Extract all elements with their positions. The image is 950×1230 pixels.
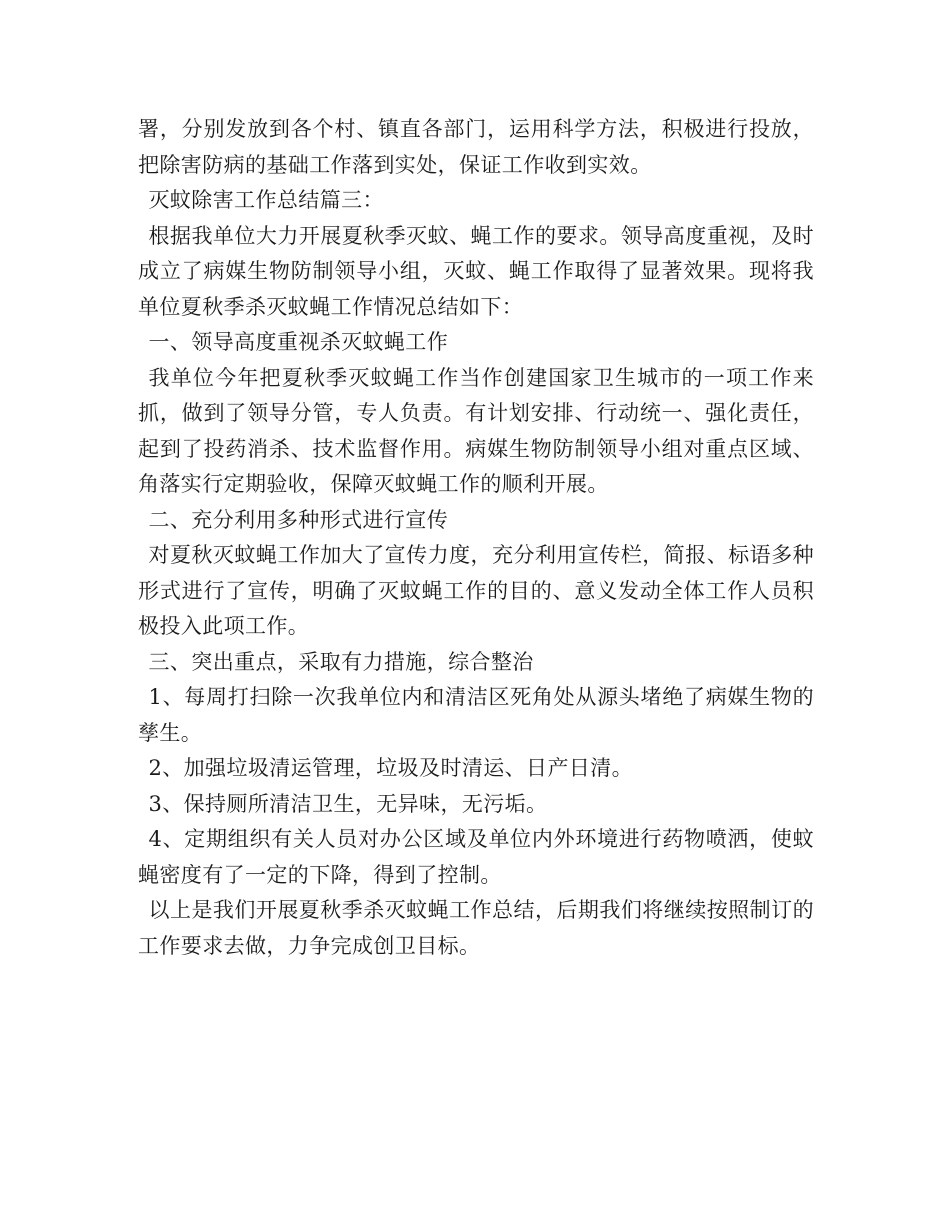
list-item-3: 3、保持厕所清洁卫生，无异味，无污垢。 (148, 791, 548, 816)
heading-two: 二、充分利用多种形式进行宣传 (148, 507, 449, 532)
list-item-2: 2、加强垃圾清运管理，垃圾及时清运、日产日清。 (148, 756, 634, 780)
document-body (138, 112, 814, 964)
paragraph-conclusion: 以上是我们开展夏秋季杀灭蚊蝇工作总结，后期我们将继续按照制订的工作要求去做，力争完成创卫目标。 (138, 898, 814, 958)
section-title-part-three: 灭蚊除害工作总结篇三： (148, 188, 384, 212)
paragraph-continuation: 署，分别发放到各个村、镇直各部门，运用科学方法，积极进行投放，把除害防病的基础工作落到实处，保证工作收到实效。 (138, 117, 814, 177)
paragraph-two: 对夏秋灭蚊蝇工作加大了宣传力度，充分利用宣传栏，简报、标语多种形式进行了宣传，明确了灭蚊蝇工作的目的、意义发动全体工作人员积极投入此项工作。 (138, 543, 814, 638)
list-item-4: 4、定期组织有关人员对办公区域及单位内外环境进行药物喷洒，使蚊蝇密度有了一定的下降，得到了控制。 (138, 827, 814, 887)
heading-three: 三、突出重点，采取有力措施，综合整治 (148, 649, 534, 674)
paragraph-intro: 根据我单位大力开展夏秋季灭蚊、蝇工作的要求。领导高度重视，及时成立了病媒生物防制领导小组，灭蚊、蝇工作取得了显著效果。现将我单位夏秋季杀灭蚊蝇工作情况总结如下： (138, 223, 814, 319)
paragraph-one: 我单位今年把夏秋季灭蚊蝇工作当作创建国家卫生城市的一项工作来抓，做到了领导分管，专人负责。有计划安排、行动统一、强化责任，起到了投药消杀、技术监督作用。病媒生物防制领导小组对重点区域、角落实行定期验收，保障灭蚊蝇工作的顺利开展。 (138, 365, 814, 496)
list-item-1: 1、每周打扫除一次我单位内和清洁区死角处从源头堵绝了病媒生物的孳生。 (138, 685, 814, 745)
heading-one: 一、领导高度重视杀灭蚊蝇工作 (148, 330, 449, 354)
